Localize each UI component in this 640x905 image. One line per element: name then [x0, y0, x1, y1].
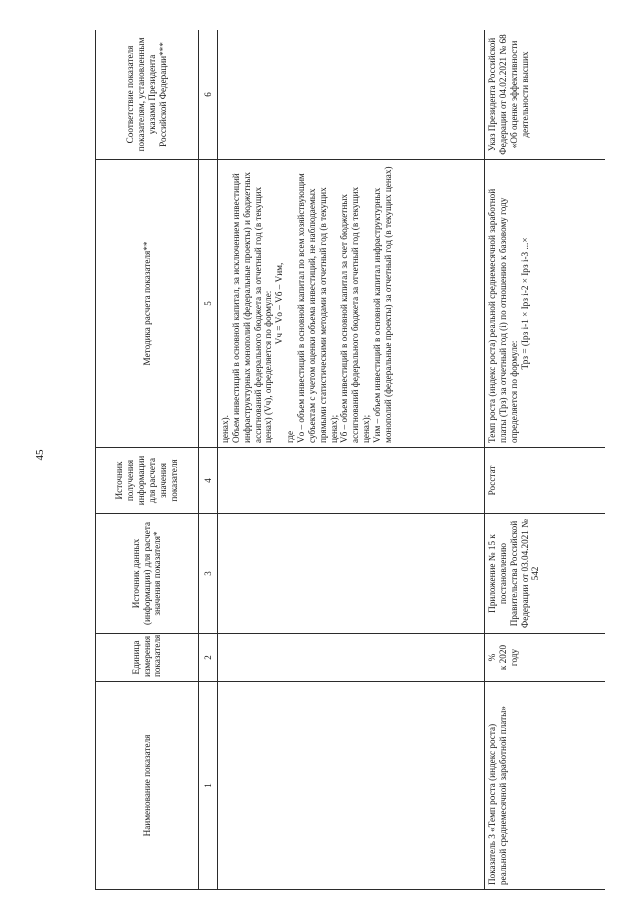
unit-cell	[218, 634, 485, 682]
compliance-cell	[218, 30, 485, 160]
column-number: 6	[199, 30, 218, 160]
info-provider-cell	[218, 448, 485, 514]
indicators-table	[95, 30, 605, 890]
column-number-row	[199, 30, 218, 890]
column-number: 5	[199, 160, 218, 448]
header-method: Методика расчета показателя**	[96, 160, 199, 448]
compliance-cell: Указ Президента Российской Федерации от 04.02.2021 № 68 «Об оценке эффективности деятельности высших	[485, 30, 606, 160]
unit-cell	[485, 634, 606, 682]
header-data-source: Источник данных (информации) для расчета значения показателя*	[96, 514, 199, 634]
method-text: ценах).	[220, 415, 230, 443]
table-landscape	[95, 30, 605, 890]
method-text: Vб – объем инвестиций в основной капитал за счет бюджетных ассигнований федерального бюджета за отчетный год (в текущих ценах);	[339, 186, 372, 443]
unit-base: к 2020 году	[497, 644, 519, 671]
data-source-cell	[218, 514, 485, 634]
table-row	[218, 30, 485, 890]
info-provider-cell: Росстат	[485, 448, 606, 514]
header-unit: Единица измерения показателя	[96, 634, 199, 682]
method-text: где	[285, 430, 296, 443]
method-text: Объем инвестиций в основной капитал, за исключением инвестиций инфраструктурных монополий (федеральные проекты) и бюджетных ассигнований федерального бюджета за отчетный год (в текущих ценах) (Vч), определяется по формуле:	[230, 171, 274, 443]
data-source-cell: Приложение № 15 к постановлению Правительства Российской Федерации от 03.04.2021 № 542	[485, 514, 606, 634]
indicator-name-cell: Показатель 3 «Темп роста (индекс роста) реальной среднемесячной заработной платы»	[485, 682, 606, 890]
method-formula: Vч = Vо – Vб – Vим,	[274, 262, 285, 345]
method-text: Vо – объем инвестиций в основной капитал по всем хозяйствующим субъектам с учетом оценки объема инвестиций, не наблюдаемых прямыми статистическими методами за отчетный год (в текущих ценах);	[296, 173, 339, 443]
method-text: Темп роста (индекс роста) реальной среднемесячной заработной платы (Трз) за отчетный год (i) по отношению к базовому году определяется по формуле:	[487, 188, 519, 443]
header-compliance: Соответствие показателя показателям, установленным указами Президента Российской Федерации***	[96, 30, 199, 160]
method-cell	[485, 160, 606, 448]
method-text: Vим – объем инвестиций в основной капитал инфраструктурных монополий (федеральные проекты) за отчетный год (в текущих ценах)	[372, 166, 393, 443]
page-number: 45	[34, 449, 46, 461]
header-indicator-name: Наименование показателя	[96, 682, 199, 890]
column-number: 2	[199, 634, 218, 682]
column-number: 3	[199, 514, 218, 634]
method-formula: Трз = (Iрз i-1 × Iрз i-2 × Iрз i-3 ...×	[519, 237, 530, 370]
column-number: 1	[199, 682, 218, 890]
table-header-row	[96, 30, 199, 890]
column-number: 4	[199, 448, 218, 514]
table-row	[485, 30, 606, 890]
method-cell	[218, 160, 485, 448]
unit-value: %	[487, 653, 497, 662]
table-rotated-container	[95, 30, 605, 890]
header-info-provider: Источник получения информации для расчета значения показателя	[96, 448, 199, 514]
indicator-name-cell	[218, 682, 485, 890]
